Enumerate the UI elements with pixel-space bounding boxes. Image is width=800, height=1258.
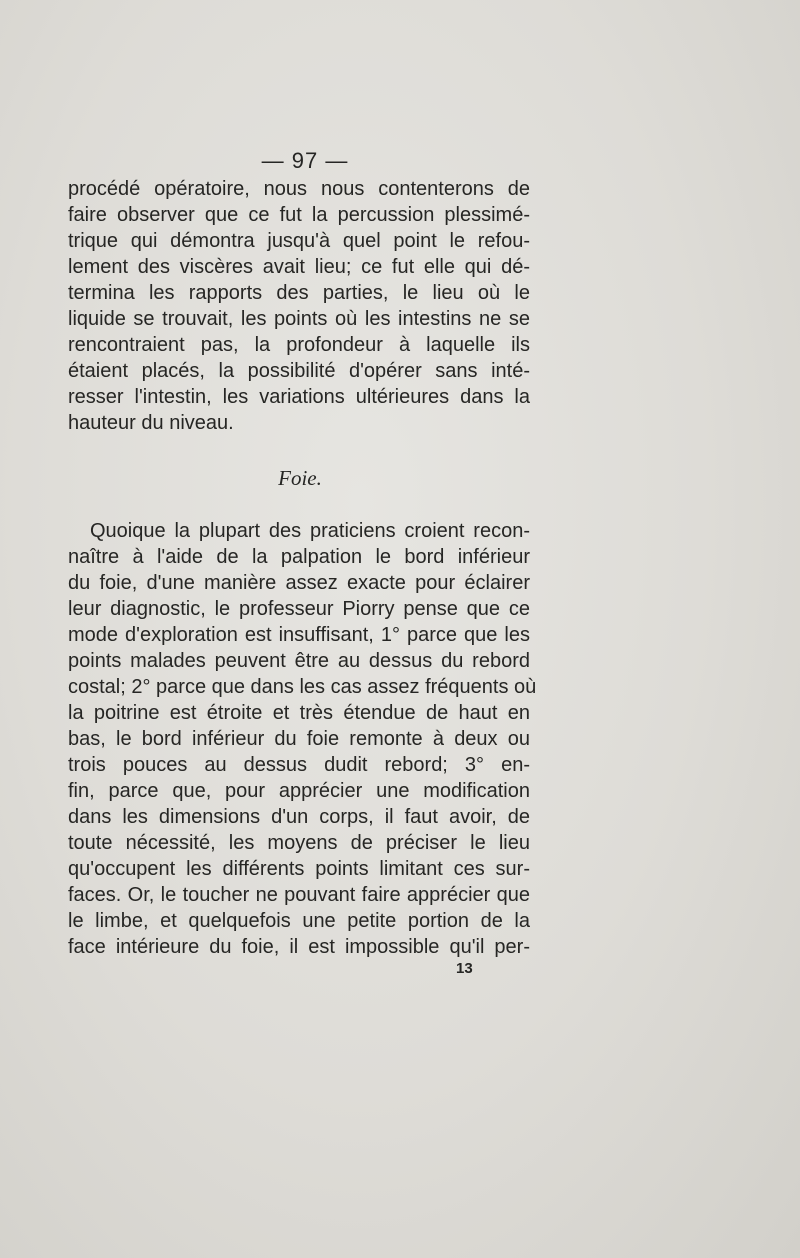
text-line: naître à l'aide de la palpation le bord inférieur — [68, 546, 530, 568]
text-line: étaient placés, la possibilité d'opérer sans inté- — [68, 360, 530, 382]
text-line: leur diagnostic, le professeur Piorry pense que ce — [68, 598, 530, 620]
text-line: fin, parce que, pour apprécier une modification — [68, 780, 530, 802]
text-line: du foie, d'une manière assez exacte pour éclairer — [68, 572, 530, 594]
text-line: mode d'exploration est insuffisant, 1° parce que les — [68, 624, 530, 646]
text-line: trique qui démontra jusqu'à quel point le refou- — [68, 230, 530, 252]
paragraph-2 — [68, 518, 537, 960]
text-line: faire observer que ce fut la percussion plessimé- — [68, 204, 530, 226]
signature-mark: 13 — [456, 960, 473, 977]
text-line: resser l'intestin, les variations ultérieures dans la — [68, 386, 530, 408]
paragraph-1 — [68, 176, 530, 436]
text-line: le limbe, et quelquefois une petite portion de la — [68, 910, 530, 932]
text-line: dans les dimensions d'un corps, il faut avoir, de — [68, 806, 530, 828]
text-line: liquide se trouvait, les points où les intestins ne se — [68, 308, 530, 330]
text-line: Quoique la plupart des praticiens croient recon- — [90, 520, 530, 542]
section-heading: Foie. — [278, 466, 322, 490]
text-line: trois pouces au dessus dudit rebord; 3° en- — [68, 754, 530, 776]
text-line: lement des viscères avait lieu; ce fut elle qui dé- — [68, 256, 530, 278]
text-line: costal; 2° parce que dans les cas assez fréquents où — [68, 676, 537, 698]
text-line: hauteur du niveau. — [68, 412, 234, 434]
text-line: qu'occupent les différents points limitant ces sur- — [68, 858, 530, 880]
text-line: toute nécessité, les moyens de préciser le lieu — [68, 832, 530, 854]
text-line: termina les rapports des parties, le lieu où le — [68, 282, 530, 304]
page-number: — 97 — — [261, 148, 349, 173]
text-line: points malades peuvent être au dessus du rebord — [68, 650, 530, 672]
text-line: face intérieure du foie, il est impossible qu'il per- — [68, 936, 530, 958]
text-line: bas, le bord inférieur du foie remonte à deux ou — [68, 728, 530, 750]
text-line: procédé opératoire, nous nous contenterons de — [68, 178, 530, 200]
text-line: faces. Or, le toucher ne pouvant faire apprécier que — [68, 884, 530, 906]
text-line: la poitrine est étroite et très étendue de haut en — [68, 702, 530, 724]
text-line: rencontraient pas, la profondeur à laquelle ils — [68, 334, 530, 356]
